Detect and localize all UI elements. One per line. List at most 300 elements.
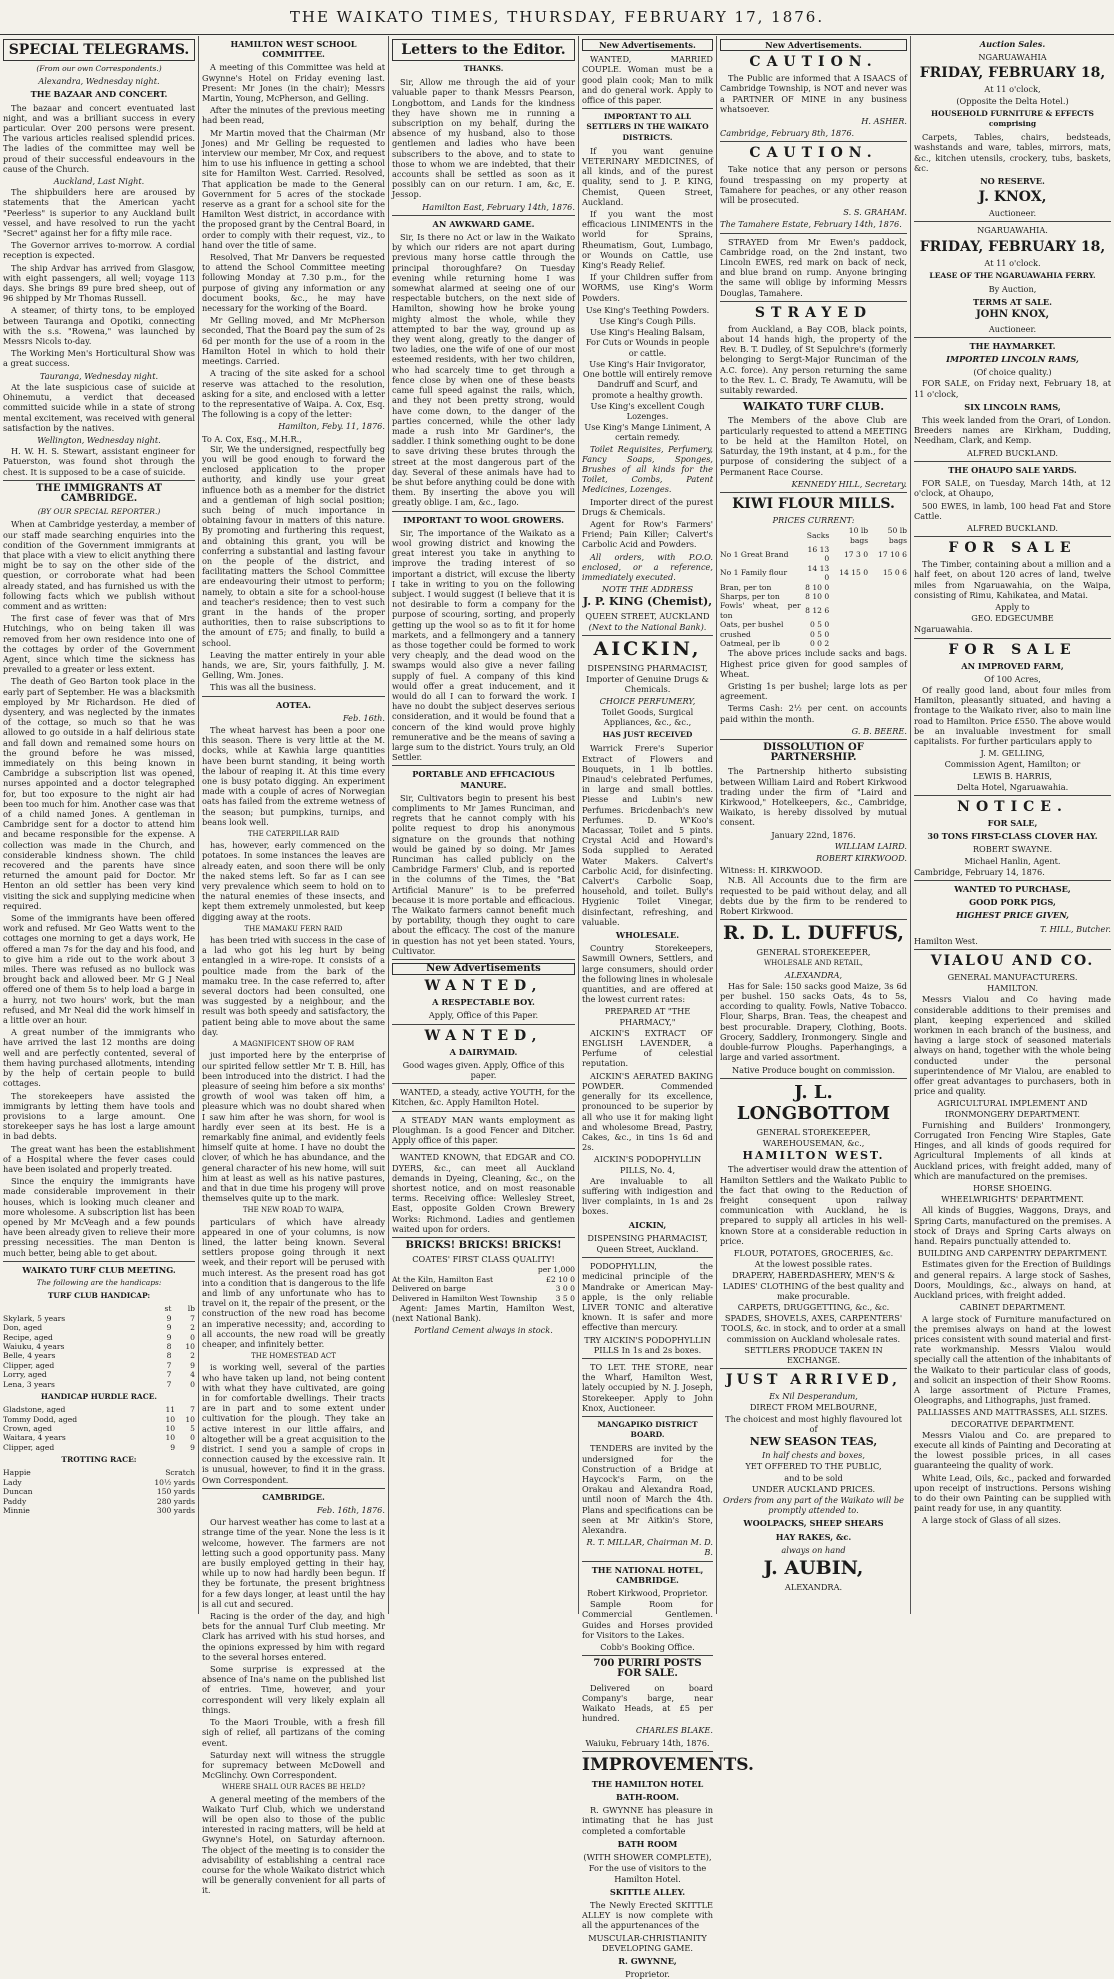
divider [720, 301, 907, 302]
handicap-row-cell: 0 [190, 1332, 195, 1342]
handicap-row-cell: Skylark, 5 years [3, 1313, 66, 1323]
divider [582, 1751, 713, 1752]
kiwi-heading: KIWI FLOUR MILLS. [732, 495, 895, 512]
divider [582, 1416, 713, 1417]
rams-body: This week landed from the Orari, of London. Breeders names are Kirkham, Dudding, Needham, Clark, and Kemp. [914, 415, 1111, 446]
hurdle-row-cell: 0 [190, 1433, 195, 1443]
handicap-row-cell [3, 1304, 155, 1313]
handicap-table [3, 1304, 195, 1389]
kiwi-row [720, 564, 907, 583]
letter-addressee: To A. Cox, Esq., M.H.R., [202, 433, 302, 444]
trotting-row-cell: Paddy [3, 1496, 27, 1506]
teas-sold: and to be sold [784, 1472, 843, 1483]
kiwi-row [720, 630, 907, 639]
forsale4-heading: FOR SALE [948, 641, 1077, 658]
dateline: Alexandra, Wednesday night. [38, 76, 160, 87]
turf-intro: The following are the handicaps: [36, 1277, 162, 1287]
aotea-paragraph: particulars of which have already appeared in one of your columns, is now lined, the latter being known. Several settlers propose going through it next week, and their report will be perused with much interest. As the present road has got into a condition that is dangerous to the life and limb of any unfortunate who has to travel on it, the repair of the present, or the construction of the new road has become an imperative necessity; and, according to all accounts, the new road will be greatly cheaper, and infinitely better. [202, 1216, 385, 1349]
kiwi-row-cell: Oatmeal, per lb [720, 638, 780, 648]
cambridge-paragraph: Saturday next will witness the struggle for supremacy between McDowell and McGlinchy. Own Correspondent. [202, 1749, 385, 1781]
wholesale-heading: WHOLESALE. [615, 930, 680, 941]
auckland-text: The shipbuilders here are aroused by statements that the American yacht "Peerless" is superior to any Auckland built vessel, and have resolved to run the yacht "Secret" against her for a fifty mile race. [3, 187, 195, 239]
king-list-item: Use King's Teething Powders. [585, 304, 710, 315]
letters-heading: Letters to the Editor. [392, 39, 575, 61]
national-foot: Cobb's Booking Office. [600, 1642, 695, 1653]
divider [914, 461, 1111, 462]
forsale5: FOR SALE, [987, 817, 1038, 828]
divider [582, 1358, 713, 1359]
divider [392, 215, 575, 216]
homestead-subhead: THE HOMESTEAD ACT [251, 1352, 336, 1361]
divider [3, 1261, 195, 1262]
wheel-heading: WHEELWRIGHTS' DEPARTMENT. [941, 1194, 1084, 1205]
caution1-sign: H. ASHER. [861, 116, 907, 127]
time1: At 11 o'clock, [984, 84, 1041, 95]
mangapiko-sign: R. T. MILLAR, Chairman M. D. B. [586, 1537, 713, 1558]
kiwi-row [720, 526, 907, 545]
forsale3-body: The Timber, containing about a million and a half feet, on about 120 acres of land, twelve miles from Ngaruawahia, on the Waipa, consisting of Rimu, Kahikatea, and Matai. [914, 559, 1111, 600]
longbottom-sub: GENERAL STOREKEEPER, [756, 1126, 871, 1137]
handicap-row [3, 1361, 195, 1370]
aotea-heading: AOTEA. [275, 699, 312, 710]
kiwi-sub: PRICES CURRENT: [772, 514, 855, 525]
steady-man: A STEADY MAN wants employment as Ploughman. Is a good Fencer and Ditcher. Apply office of this paper. [392, 1114, 575, 1146]
bricks-row [392, 1284, 575, 1293]
podo-body: Are invaluable to all suffering with indigestion and liver complaints, in 1s and 2s boxes. [582, 1175, 713, 1217]
kiwi-row-cell: 14 13 0 [807, 563, 830, 583]
kiwi-row-cell: Fowls' wheat, per ton [720, 601, 801, 620]
handicap-row [3, 1380, 195, 1389]
farm-body: Of really good land, about four miles from Hamilton, pleasantly situated, and having a frontage to the Waikato river, also to main line road to Hamilton. Price £550. The above would be an invaluable investment for small capitalists. For further particulars apply to [914, 684, 1111, 746]
kiwi-row-cell: 16 13 0 [807, 544, 830, 564]
cambridge-paragraph: To the Maori Trouble, with a fresh fill sigh of relief, all partizans of the coming event. [202, 1717, 385, 1748]
letter-close: Leaving the matter entirely in your able hands, we are, Sir, yours faithfully, J. M. Gelling, Wm. Jones. [202, 649, 385, 681]
bazaar-text: The bazaar and concert eventuated last night, and was a brilliant success in every particular. Over 200 persons were present. The various articles realised splendid prices. The ladies of the committee may well be proud of their successful endeavours in the cause of the Church. [3, 102, 195, 174]
handicap-row [3, 1351, 195, 1360]
divider [392, 1148, 575, 1149]
horse-shoeing: HORSE SHOEING. [973, 1183, 1052, 1194]
hurdle-row-cell: 9 [170, 1442, 176, 1452]
manure-body: Sir, Cultivators begin to present his best compliments to Mr James Runciman, and regrets that he cannot comply with his polite request to drop his anonymous signature on the grounds that nothing would be gained by so doing. Mr James Runciman has called publicly on the Cambridge Farmers' Club, and is reported in the columns of the Times, the "Bat Artificial Manure" is to be preferred because it is more portable and efficacious. The Waikato farmers cannot benefit much by portability, though they ought to care about the efficacy. The cost of the manure in question has not yet been stated. Yours, Cultivator. [392, 792, 575, 956]
divider [720, 739, 907, 740]
column-new-advertisements-2 [716, 36, 910, 1614]
kiwi-row [720, 639, 907, 648]
kiwi-row [720, 592, 907, 601]
divider [582, 1257, 713, 1258]
teas-orders: Orders from any part of the Waikato will be promptly attended to. [723, 1495, 904, 1516]
handicap-row-cell: 7 [166, 1360, 172, 1370]
vialou-sub: GENERAL MANUFACTURERS. [947, 972, 1078, 982]
white-lead: White Lead, Oils, &c., packed and forwarded upon receipt of instructions. Persons wishing to do their own Painting can be supplied with paint ready for use, in any quantity. [914, 1472, 1111, 1514]
hurdle-row-cell: Gladstone, aged [3, 1405, 66, 1415]
kiwi-row-cell [829, 639, 868, 648]
handicap-row-cell: 8 [166, 1351, 172, 1361]
aickin-body: Warrick Frere's Superior Extract of Flowers and Bouquets, in 1 lb bottles. Pinaud's celebrated Perfumes, in large and small bottles. Piesse and Lubin's new Perfumes. Bricdenbach's new Perfumes. D. W'Koo's Macassar, Toilet and 5 pints. Crystal Acid and Howard's Soda supplied to Aerated Water Makers. Calvert's Carbolic Acid, for disinfecting. Calvert's Carbolic Soap, household, and toilet. Bully's Hygienic Toilet Vinegar, disinfectant, refreshing, and valuable. [582, 743, 713, 927]
hanlin-date: Cambridge, February 14, 1876. [914, 866, 1045, 877]
agri-heading: AGRICULTURAL IMPLEMENT AND IRONMONGERY DEPARTMENT. [937, 1098, 1088, 1119]
bricks-heading: BRICKS! BRICKS! BRICKS! [405, 1239, 562, 1251]
hurdle-row [3, 1443, 195, 1452]
kiwi-row [720, 583, 907, 592]
bricks-row-cell: £2 10 0 [546, 1274, 575, 1284]
trotting-row-cell: Duncan [3, 1487, 33, 1497]
pork-pigs: GOOD PORK PIGS, [969, 897, 1056, 908]
opposite: (Opposite the Delta Hotel.) [956, 95, 1069, 106]
household-heading: HOUSEHOLD FURNITURE & EFFECTS comprising [931, 108, 1094, 129]
by-auction: By Auction, [988, 284, 1037, 295]
duffus-sub: WHOLESALE AND RETAIL, [763, 959, 863, 968]
hurdle-row-cell: 10 [185, 1414, 195, 1424]
working-text: The Working Men's Horticultural Show was a great success. [3, 348, 195, 369]
bricks-foot: Portland Cement always in stock. [414, 1325, 553, 1336]
kiwi-row-cell: Oats, per bushel [720, 620, 784, 630]
aickin-sub: Importer of Genuine Drugs & Chemicals. [586, 674, 709, 695]
column-auction-sales [910, 36, 1114, 1614]
dissolution-sign: ROBERT KIRKWOOD. [815, 853, 907, 864]
cambridge-date: Feb. 16th, 1876. [316, 1505, 385, 1516]
knox2: JOHN KNOX, [975, 309, 1050, 321]
handicap-row-cell: lb [187, 1304, 195, 1314]
worms-line: If your Children suffer from WORMS, use King's Worm Powders. [582, 272, 713, 303]
wanted-known: WANTED KNOWN, that EDGAR and CO. DYERS, &c., can meet all Auckland demands in Dyeing, Cleaning, &c., on the shortest notice, and on most reasonable terms. Receiving office: Wellesley Street, East, opposite Golden Crown Brewery Works: Richmond. Ladies and gentlemen waited upon for orders. [392, 1152, 575, 1234]
wellington-text: H. W. H. S. Stewart, assistant engineer for Patuerston, was found shot through the chest. It is supposed to be a case of suicide. [3, 446, 195, 477]
school-paragraph: Resolved, That Mr Danvers be requested to attend the School Committee meeting following Monday at 7.30 p.m., for the purpose of giving any information or any document books, &c., he may have necessary for the working of the Board. [202, 252, 385, 314]
bricks-row-cell [392, 1265, 538, 1274]
kiwi-row-cell [868, 601, 907, 620]
immigrants-heading: THE IMMIGRANTS AT CAMBRIDGE. [35, 482, 163, 504]
immigrants-paragraph: A great number of the immigrants who have arrived the last 12 months are doing well and are perfectly contented, several of them having purchased allotments, intending by the help of certain people to build cottages. [3, 1027, 195, 1089]
household-body: Carpets, Tables, chairs, bedsteads, washstands and ware, tables, mirrors, mats, &c., kitchen utensils, crockery, tubs, baskets, &c. [914, 132, 1111, 173]
aotea-date: Feb. 16th. [342, 712, 385, 723]
bricks-row [392, 1265, 575, 1274]
column-school-committee [198, 36, 388, 1896]
gwynne-name: R. GWYNNE, [618, 1955, 677, 1966]
teas-sub: In half chests and boxes, [762, 1450, 865, 1461]
divider [392, 1111, 575, 1112]
important-heading: IMPORTANT TO ALL SETTLERS IN THE WAIKATO DISTRICTS. [586, 112, 709, 142]
duffus-heading: R. D. L. DUFFUS, [723, 922, 904, 945]
byline: (From our own Correspondents.) [36, 64, 162, 73]
hurdle-row-cell: 9 [190, 1442, 195, 1452]
hurdle-row [3, 1433, 195, 1442]
gwynne-body: R. GWYNNE has pleasure in intimating that he has just completed a comfortable [582, 1805, 713, 1836]
cabinet-body: A large stock of Furniture manufactured on the premises always on hand at the lowest prices consistent with sound material and first-rate workmanship. Messrs Vialou would specially call the attention of the inhabitants of the Waikato to their particular class of goods, and solicit an inspection of their Show Rooms. A large assortment of Picture Frames, Oleographs, and Lithographs, just framed. [914, 1313, 1111, 1406]
divider [582, 1561, 713, 1562]
handicap-row-cell: st [164, 1304, 172, 1314]
kiwi-row-cell: 0 0 2 [809, 638, 830, 648]
kiwi-row-cell: 17 3 0 [843, 549, 869, 559]
aotea-paragraph: is working well, several of the parties who have taken up land, not being content with what they have cultivated, are going in for comfortable dwellings. Their tracts are in part and to some extent under cultivation for the plough. They take an active interest in our little affairs, and altogether will be a great acquisition to the district. I send you a sample of crops in connection caused by the excessive rain. It is unusual, however, to find it in the grass. Own Correspondent. [202, 1362, 385, 1485]
cabinet-heading: CABINET DEPARTMENT. [959, 1302, 1066, 1313]
arrived-body: The choicest and most highly flavoured lot of [725, 1413, 902, 1434]
posts-date: Waiuku, February 14th, 1876. [585, 1737, 710, 1748]
note-address: NOTE THE ADDRESS [601, 584, 694, 595]
wanted-purchase: WANTED TO PURCHASE, [954, 883, 1071, 894]
choice: (Of choice quality.) [973, 367, 1052, 378]
caution2-body: Take notice that any person or persons found trespassing on my property at Tamahere for peaches, or any other reason will be prosecuted. [720, 164, 907, 206]
kiwi-row-cell: 15 0 6 [882, 568, 907, 578]
trotting-row-cell: Scratch [165, 1468, 195, 1478]
caterpillar-subhead: THE CATERPILLAR RAID [247, 830, 340, 839]
wanted-boy-heading: WANTED, [424, 978, 543, 995]
handicap-row-cell: Belle, 4 years [3, 1351, 56, 1361]
posts-body: Delivered on board Company's barge, near Waikato Heads, at £5 per hundred. [582, 1682, 713, 1724]
trotting-row-cell: Happie [3, 1468, 31, 1478]
trotting-row-cell: Lady [3, 1477, 22, 1487]
haymarket: THE HAYMARKET. [969, 340, 1056, 351]
thanks-date: Hamilton East, February 14th, 1876. [422, 201, 575, 212]
governor-text: The Governor arrives to-morrow. A cordial reception is expected. [3, 240, 195, 261]
dissolution-date: January 22nd, 1876. [771, 829, 856, 840]
divider [720, 1368, 907, 1369]
duffus-foot: Native Produce bought on commission. [731, 1064, 896, 1075]
hurdle-row-cell: 7 [190, 1405, 195, 1415]
duffus-body: Has for Sale: 150 sacks good Maize, 3s 6d per bushel. 150 sacks Oats, 4s to 5s, according to quality. Fowls, Native Tobacco. Flour, Sharps, Bran. Teas, the cheapest and best procurable. Drapery, Clothing, Boots. Grocery, Saddlery, Ironmongery. Single and double-furrow Ploughs. Paperhangings, a large and varied assortment. [720, 980, 907, 1063]
hurdle-row-cell: 10 [165, 1424, 176, 1434]
divider [392, 765, 575, 766]
longbottom-line: DRAPERY, HABERDASHERY, MEN'S & LADIES' CLOTHING of the best quality and make procurable. [722, 1270, 905, 1301]
forsale1: FOR SALE, on Friday next, February 18, at 11 o'clock, [914, 378, 1111, 399]
apply: Apply to [995, 601, 1030, 612]
divider [720, 233, 907, 234]
terms: TERMS AT SALE. [973, 297, 1052, 308]
highest-price: HIGHEST PRICE GIVEN, [955, 910, 1069, 921]
wheel-body: All kinds of Buggies, Waggons, Drays, and Spring Carts, manufactured on the premises. A stock of Drays and Spring Carts always on hand. Repairs punctually attended to. [914, 1205, 1111, 1247]
bath-sub: (WITH SHOWER COMPLETE), [583, 1852, 712, 1863]
king-list-item: Use King's Cough Pills. [599, 316, 696, 327]
arrived-sub: Ex Nil Desperandum, [769, 1391, 858, 1402]
bazaar-heading: THE BAZAAR AND CONCERT. [30, 89, 168, 100]
tauranga-dateline: Tauranga, Wednesday night. [39, 370, 159, 381]
kiwi-row-cell: 8 10 0 [805, 591, 830, 601]
divider [392, 959, 575, 960]
harris: LEWIS B. HARRIS, [972, 770, 1053, 781]
handicap-row-cell: 2 [190, 1351, 195, 1361]
decorative-heading: DECORATIVE DEPARTMENT. [950, 1418, 1075, 1429]
king-list-item: Use King's Healing Balsam, For Cuts or Wounds in people or cattle. [585, 327, 710, 358]
handicap-heading: TURF CLUB HANDICAP: [47, 1291, 151, 1301]
caution1-date: Cambridge, February 8th, 1876. [720, 128, 855, 139]
hay-rakes: HAY RAKES, &c. [775, 1531, 852, 1542]
steamer-text: A steamer, of thirty tons, to be employed between Tauranga and Opotiki, connecting with the s.s. "Rowena," was launched by Messrs Nicols to-day. [3, 305, 195, 347]
king-note: (Next to the National Bank). [588, 621, 707, 632]
kiwi-note: The above prices include sacks and bags. Highest price given for good samples of Wheat. [720, 648, 907, 679]
wool-heading: IMPORTANT TO WOOL GROWERS. [402, 514, 565, 525]
handicap-row-cell: 4 [190, 1370, 195, 1380]
cambridge-paragraph: Our harvest weather has come to last at a strange time of the year. None the less is it welcome, however. The farmers are not letting such a good opportunity pass. Many are busily employed getting in their hay, while up to now had hardly been begun. If they be fortunate, the present brightness for a few days longer, at least until the hay is all cut and secured. [202, 1517, 385, 1609]
trotting-row [3, 1468, 195, 1477]
divider [392, 1024, 575, 1025]
bricks-row-cell: At the Kiln, Hamilton East [392, 1274, 494, 1284]
skittle-body: The Newly Erected SKITTLE ALLEY is now complete with all the appurtenances of the [582, 1899, 713, 1931]
kiwi-row-cell: 50 lb bags [887, 526, 907, 545]
handicap-row [3, 1314, 195, 1323]
divider [720, 1078, 907, 1079]
immigrants-byline: (BY OUR SPECIAL REPORTER.) [37, 507, 161, 517]
ngaruawahia: Ngaruawahia. [914, 624, 973, 635]
handicap-row-cell: Clipper, aged [3, 1360, 55, 1370]
auctioneer: Auctioneer. [988, 208, 1037, 219]
awkward-body: Sir, Is there no Act or law in the Waikato by which our riders are not apart during previous many horse cattle through the principal thoroughfare? On Tuesday evening while returning home I was somewhat alarmed at seeing one of our respectable butchers, on the next side of Hamilton, showing how he broke young mighty almost the whole, while they attempted to bar the way, ground up as they went along, greatly to the danger of two ladies, one the wife of one of our most esteemed residents, with her two children, who had scarcely time to get through a fence close by when one of these beasts came full speed against the rails, which, and they not been pretty strong, would have come down, to the danger of the parties concerned, while the other lady made a rush into Mr Gardiner's, the saddler. I think something ought to be done to save driving these brutes through the street at the most dangerous part of the day. Several of these animals have had to be shut before anything could be done with them. By inserting the above you will greatly oblige. I am, &c., Iago. [392, 232, 575, 508]
handicap-row-cell: Don, aged [3, 1323, 43, 1333]
aotea-paragraph: has been tried with success in the case of a lad who got his leg hurt by being entangled in a wire-rope. It consists of a poultice made from the bark of the mamaku tree. In the case referred to, after several doctors had been consulted, one was suggested by a neighbour, and the result was both speedy and satisfactory, the patient being able to move about the same day. [202, 935, 385, 1037]
wholesale-body: Country Storekeepers, Sawmill Owners, Settlers, and large consumers, should order the following lines in wholesale quantities, and are offered at the lowest current rates: [582, 943, 713, 1005]
aotea-paragraph: just imported here by the enterprise of our spirited fellow settler Mr T. B. Hill, has been introduced into the district. I had the pleasure of seeing him before a six months' growth of wool was taken off him, a pleasure which was no doubt shared when I saw him after he was shorn, for wool is hardly ever seen at its best. He is a remarkably fine animal, and evidently feels himself quite at home. I have no doubt the clover, of which he has abundance, and the general character of his new home, will suit him at least as well as his native pastures, and that in due time his progeny will prove themselves quite up to the mark. [202, 1050, 385, 1204]
bricks-row-cell: 3 5 0 [555, 1293, 575, 1303]
important-body: If you want genuine VETERINARY MEDICINES, of all kinds, and of the purest quality, send to J. P. KING, Chemist, Queen Street, Auckland. [582, 145, 713, 207]
podo-heading: AICKIN'S PODOPHYLLIN PILLS, No. 4, [593, 1154, 702, 1175]
handicap-row [3, 1304, 195, 1313]
school-paragraph: After the minutes of the previous meeting had been read, [202, 105, 385, 126]
posts-heading: 700 PURIRI POSTS FOR SALE. [593, 1658, 702, 1680]
ngaruawahia: NGARUAWAHIA. [977, 225, 1048, 236]
building-heading: BUILDING AND CARPENTRY DEPARTMENT. [917, 1248, 1108, 1259]
hurdle-row-cell: Waitara, 4 years [3, 1433, 66, 1443]
divider [914, 221, 1111, 222]
hurdle-row [3, 1424, 195, 1433]
longbottom-line: FLOUR, POTATOES, GROCERIES, &c. [733, 1247, 894, 1258]
wanted-dairymaid-body: A DAIRYMAID. [449, 1046, 518, 1057]
king-list-item: Use King's excellent Cough Lozenges. [590, 400, 705, 421]
longbottom-line: SETTLERS PRODUCE TAKEN IN EXCHANGE. [744, 1344, 883, 1365]
longbottom-town: HAMILTON WEST. [742, 1149, 885, 1163]
school-paragraph: Mr Martin moved that the Chairman (Mr Jones) and Mr Gelling be requested to interview our member, Mr Cox, and request him to use his influence in getting a school site for Hamilton West. Carried. Resolved, That application be made to the General Government for 5 acres of the stockade reserve as a grant for a school site for the Hamilton West district, in accordance with the proposed grant by the Central Board, in order to comply with their request, viz., to hand over the title of same. [202, 127, 385, 250]
column-letters [388, 36, 578, 1614]
divider [914, 638, 1111, 639]
special-telegrams-title: SPECIAL TELEGRAMS. [3, 39, 195, 61]
immigrants-paragraph: Since the enquiry the immigrants have made considerable improvement in their houses, which is looking much cleaner and more wholesome. A subscription list has been opened by Mr McVeagh and a few pounds have been already given to relieve their more pressing necessities. The man Denton is much better, being able to get about. [3, 1176, 195, 1258]
woolpacks: WOOLPACKS, SHEEP SHEARS [743, 1518, 884, 1529]
longbottom-body: The advertiser would draw the attention of Hamilton Settlers and the Waikato Public to the fact that owing to the Reduction of freight consequent upon railway communication with Auckland, he is prepared to supply all articles in his well-known Store at a considerable reduction in price. [720, 1164, 907, 1246]
handicap-row [3, 1323, 195, 1332]
bath-body: For the use of visitors to the Hamilton Hotel. [588, 1863, 707, 1884]
longbottom-line: SPADES, SHOVELS, AXES, CARPENTERS' TOOLS, &c. in stock, and to order at a small commission on Auckland wholesale rates. [721, 1313, 906, 1344]
races-subhead: WHERE SHALL OUR RACES BE HELD? [221, 1783, 366, 1792]
king-list-item: Use King's Mange Liniment, A certain remedy. [584, 422, 711, 443]
wool-body: Sir, The importance of the Waikato as a wool growing district and knowing the great interest you take in anything to improve the trading interest of so important a district, will excuse the liberty I take in writing to you on the following subject. I would suggest (I believe that it is not desirable to form a company for the purpose of scouring, sorting, and properly getting up the wool so as to fit it for home markets, and a fellmongery and a tannery as those together could be formed to work very cheaply, and the dead wood on the swamps would also give a never failing supply of fuel. A company of this kind would offer a great inducement, and it would do all I can to forward the work. I have no doubt the subject deserves serious consideration, and it would be found that a concern of the kind would prove highly remunerative and be the means of saving a large sum to the district. Yours truly, an Old Settler. [392, 527, 575, 763]
caution1-heading: CAUTION. [749, 54, 878, 71]
wanted-youth: WANTED, a steady, active YOUTH, for the Kitchen, &c. Apply Hamilton Hotel. [392, 1087, 575, 1108]
handicap-row [3, 1333, 195, 1342]
strayed-ewes: STRAYED from Mr Ewen's paddock, Cambridge road, on the 2nd instant, two Lincoln EWES, red mark on back of neck, and blue brand on rump. Anyone bringing the same will oblige by informing Messrs Douglas, Tamahere. [720, 236, 907, 298]
kiwi-row-cell [829, 630, 868, 639]
kiwi-row-cell [829, 592, 868, 601]
married-couple-ad: WANTED, MARRIED COUPLE. Woman must be a good plain cook; Man to milk and do general work. Apply to office of this paper. [582, 54, 713, 106]
gelling-sub: Commission Agent, Hamilton; or [944, 759, 1081, 770]
trotting-row-cell: Minnie [3, 1506, 30, 1516]
king-list-item: Use King's Hair Invigorator, One bottle will entirely remove Dandruff and Scurf, and promote a healthy growth. [582, 358, 713, 400]
col5-heading: New Advertisements. [720, 39, 907, 51]
handicap-row-cell: Recipe, aged [3, 1332, 53, 1342]
handicap-row-cell: 7 [166, 1370, 172, 1380]
hurdle-row-cell: Clipper, aged [3, 1442, 55, 1452]
trotting-row-cell: 280 yards [156, 1496, 195, 1506]
manure-heading: PORTABLE AND EFFICACIOUS MANURE. [412, 769, 555, 790]
alfred: ALFRED BUCKLAND. [966, 447, 1059, 458]
turf-club-heading: WAIKATO TURF CLUB. [742, 400, 885, 414]
vialou-body: Messrs Vialou and Co having made considerable additions to their premises and plant, keeping experienced and skilled workmen in each branch of the business, and having a large stock of seasoned materials always on hand, together with the whole being conducted under the personal superintendence of Mr Vialou, are enabled to offer great advantages to purchasers, both in price and quality. [914, 994, 1111, 1097]
forsale3-heading: FOR SALE [948, 540, 1077, 557]
bricks-row-cell: Delivered on barge [392, 1284, 466, 1294]
kiwi-row-cell: Sharps, per ton [720, 591, 780, 601]
aerated-body: AICKIN'S AERATED BAKING POWDER. Commended generally for its excellence, pronounced to be superior by all who use it for making light and wholesome Bread, Pastry, Cakes, &c., in tins 1s 6d and 2s. [582, 1070, 713, 1153]
bricks-row-cell: Delivered in Hamilton West Township [392, 1293, 538, 1303]
handicap-row-cell: Lorry, aged [3, 1370, 47, 1380]
divider [720, 492, 907, 493]
hurdle-row-cell: 5 [190, 1424, 195, 1434]
toilet-line: Toilet Requisites, Perfumery, Fancy Soaps, Sponges, Brushes of all kinds for the Toilet, Combs, Patent Medicines, Lozenges. [582, 443, 713, 495]
ohaupo: THE OHAUPO SALE YARDS. [948, 464, 1077, 475]
caution2-date: The Tamahere Estate, February 14th, 1876. [720, 219, 902, 230]
prepared-body: AICKIN'S EXTRACT OF ENGLISH LAVENDER, a Perfume of celestial reputation. [582, 1027, 713, 1069]
column-special-telegrams [0, 36, 198, 1614]
divider [202, 696, 385, 697]
trotting-row-cell: 150 yards [156, 1487, 195, 1497]
handicap-row-cell: 9 [190, 1360, 195, 1370]
caution2-sign: S. S. GRAHAM. [843, 207, 907, 218]
hurdle-row [3, 1415, 195, 1424]
friday2: FRIDAY, FEBRUARY 18, [919, 238, 1106, 255]
handicap-row-cell: 7 [166, 1379, 172, 1389]
kiwi-row-cell: 10 lb bags [848, 526, 869, 545]
kiwi-row-cell: 8 12 6 [805, 606, 830, 616]
always-on-hand: always on hand [781, 1544, 846, 1555]
aickin2-heading: AICKIN, [628, 1219, 667, 1230]
kiwi-row-cell [868, 620, 907, 629]
aickin-just: HAS JUST RECEIVED [602, 730, 693, 740]
divider [720, 141, 907, 142]
hamilton-hotel: THE HAMILTON HOTEL [591, 1778, 704, 1789]
dissolution-body: The Partnership hitherto subsisting between William Laird and Robert Kirkwood trading under the firm of "Laird and Kirkwood," Hotelkeepers, &c., Cambridge, Waikato, is hereby dissolved by mutual consent. [720, 766, 907, 828]
kiwi-row-cell: 8 10 0 [805, 582, 830, 592]
aickin-sub: Toilet Goods, Surgical Appliances, &c., &c., [601, 706, 694, 727]
strayed-body: from Auckland, a Bay COB, black points, about 14 hands high, the property of the Rev. B. T. Dudley, of St Sepulchre's (formerly belonging to Sergt-Major Runciman of the A.C. force). Any person returning the same to the Rev. L. C. Brady, Te Awamutu, will be suitably rewarded. [720, 323, 907, 396]
trotting-row [3, 1487, 195, 1496]
divider [392, 1083, 575, 1084]
divider [914, 337, 1111, 338]
immigrants-paragraph: The storekeepers have assisted the immigrants by letting them have tools and provisions to a large amount. One storekeeper says he has lost a large amount in bad debts. [3, 1090, 195, 1142]
mamaku-subhead: THE MAMAKU FERN RAID [244, 924, 343, 933]
swayne: ROBERT SWAYNE. [972, 844, 1053, 855]
trotting-row [3, 1478, 195, 1487]
letter-body: Sir, We the undersigned, respectfully beg you will be good enough to forward the enclosed application to the proper authority, and kindly use your great influence both as a member for the district and a gentleman of high social position; such being of much importance in obtaining favour in matters of this nature. By promoting and furthering this request, and obtaining this grant, you will be conferring a substantial and lasting favour on the people of the district, and facilitating matters the School Committee are endeavouring their utmost to perform; namely, to obtain a site for a school-house and teacher's residence; then to vest such grant in the hands of the proper authorities, then to raise subscriptions to the amount of £75; and finally, to build a school. [202, 443, 385, 648]
king-name: J. P. KING (Chemist), [582, 595, 713, 609]
kiwi-row-cell: No 1 Family flour [720, 568, 788, 578]
kiwi-row-cell [829, 620, 868, 629]
bricks-row-cell: 3 0 0 [555, 1284, 575, 1294]
ngaruawahia: NGARUAWAHIA [978, 52, 1047, 63]
aickin-sub: DISPENSING PHARMACIST, [587, 662, 708, 673]
time2: At 11 o'clock. [984, 257, 1041, 268]
waipa-subhead: THE NEW ROAD TO WAIPA, [242, 1206, 345, 1215]
bricks-agent: Agent: James Martin, Hamilton West, (next National Bank). [392, 1302, 575, 1324]
divider [582, 108, 713, 109]
kiwi-row-cell: Bran, per ton [720, 582, 772, 592]
trotting-heading: TROTTING RACE: [61, 1455, 137, 1465]
handicap-row [3, 1342, 195, 1351]
bricks-row [392, 1294, 575, 1303]
knox: J. KNOX, [978, 189, 1047, 206]
kiwi-row-cell: 17 10 6 [878, 549, 907, 559]
prepared-line: PREPARED AT "THE PHARMACY," [604, 1006, 691, 1027]
hurdle-row [3, 1405, 195, 1414]
handicap-row-cell: 9 [166, 1323, 172, 1333]
duffus-sub: GENERAL STOREKEEPER, [756, 947, 871, 958]
gwynne-sub: Proprietor. [625, 1969, 670, 1979]
divider [3, 480, 195, 481]
kiwi-note: Gristing 1s per bushel; large lots as per agreement. [720, 681, 907, 702]
friday1: FRIDAY, FEBRUARY 18, [919, 65, 1106, 82]
